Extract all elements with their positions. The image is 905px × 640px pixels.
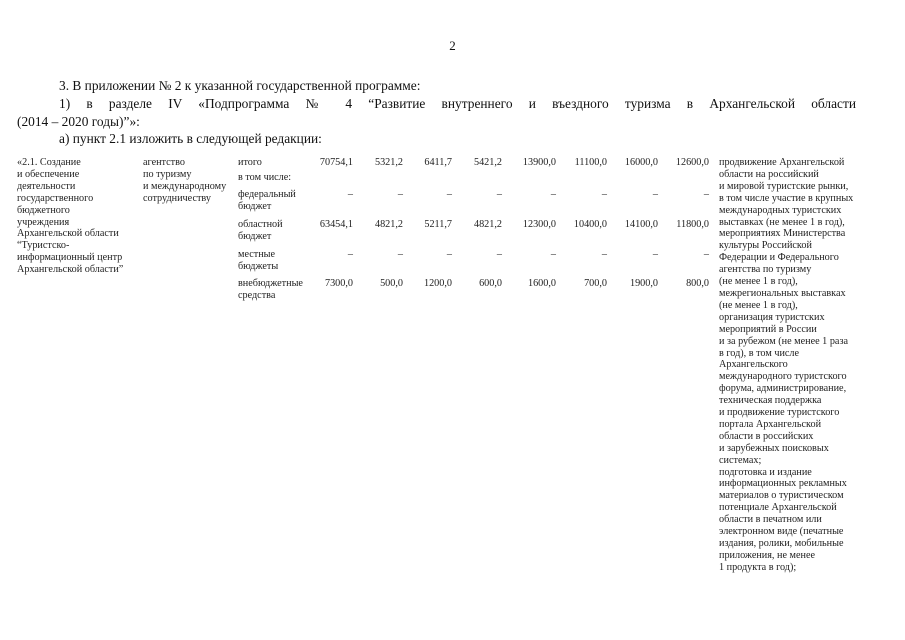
source-line: федеральный <box>238 189 296 200</box>
value-cell: 4821,2 <box>473 219 502 230</box>
executor-line: агентство <box>143 157 185 168</box>
paragraph-item: а) пункт 2.1 изложить в следующей редакции: <box>59 131 322 146</box>
description-line: Федерации и Федерального <box>719 252 839 264</box>
description-line: (не менее 1 в год), <box>719 276 798 288</box>
description-line: издания, ролики, мобильные <box>719 538 844 549</box>
value-cell: – <box>397 189 403 200</box>
source-line: внебюджетные <box>238 278 303 289</box>
value-cell: – <box>550 249 556 260</box>
executor-line: по туризму <box>143 168 192 180</box>
item-name-line: бюджетного <box>17 204 70 216</box>
value-cell: – <box>496 189 502 200</box>
source-line: местные <box>238 249 276 260</box>
value-cell: – <box>703 249 709 260</box>
description-line: Архангельского <box>719 359 788 371</box>
description-line: мероприятиях Министерства <box>719 228 846 240</box>
value-cell: 11800,0 <box>676 219 709 230</box>
value-cell: 5321,2 <box>374 157 403 168</box>
source-line: бюджеты <box>238 260 279 272</box>
item-name-line: информационный центр <box>17 252 123 264</box>
value-cell: 1200,0 <box>423 278 452 289</box>
value-cell: 7300,0 <box>324 278 353 289</box>
value-cell: 500,0 <box>380 278 403 289</box>
item-name-line: «2.1. Создание <box>17 157 81 168</box>
description-line: международных туристских <box>719 204 842 216</box>
description-line: области на российский <box>719 168 819 180</box>
item-name-line: государственного <box>17 192 94 204</box>
description-line: материалов о туристическом <box>719 490 844 502</box>
description-line: в том числе участие в крупных <box>719 192 854 204</box>
table-executor <box>143 157 226 205</box>
value-cell: – <box>446 249 452 260</box>
value-cell: – <box>347 249 353 260</box>
description-line: форума, администрирование, <box>719 383 847 395</box>
value-cell: 4821,2 <box>374 219 403 230</box>
value-cell: 12600,0 <box>675 157 709 168</box>
value-cell: – <box>496 249 502 260</box>
description-line: портала Архангельской <box>719 418 822 430</box>
funding-source-total <box>238 157 262 169</box>
description-line: информационных рекламных <box>719 478 847 490</box>
funding-source-local <box>238 249 278 273</box>
item-name-line: деятельности <box>17 180 76 192</box>
description-line: электронном виде (печатные <box>719 526 844 538</box>
value-cell: 10400,0 <box>573 219 607 230</box>
value-cell: 5421,2 <box>473 157 502 168</box>
value-cell: – <box>550 189 556 200</box>
executor-line: сотрудничеству <box>143 192 211 204</box>
value-cell: 1900,0 <box>629 278 658 289</box>
page-number: 2 <box>449 38 456 53</box>
item-name-line: “Туристско- <box>17 240 70 252</box>
value-cell: 70754,1 <box>319 157 353 168</box>
value-cell: – <box>397 249 403 260</box>
description-line: продвижение Архангельской <box>719 157 845 168</box>
value-cell: 800,0 <box>686 278 709 289</box>
item-name-line: учреждения <box>17 216 70 228</box>
table-item-name <box>17 157 123 276</box>
value-cell: 700,0 <box>584 278 607 289</box>
value-cell: – <box>601 249 607 260</box>
description-line: потенциале Архангельской <box>719 502 837 514</box>
funding-source-extrabudgetary <box>238 278 303 302</box>
executor-line: и международному <box>143 180 227 192</box>
description-line: межрегиональных выставках <box>719 287 846 299</box>
description-line: приложения, не менее <box>719 549 816 561</box>
value-cell: – <box>446 189 452 200</box>
description-line: системах; <box>719 454 762 466</box>
description-line: области в печатном или <box>719 514 822 526</box>
item-name-line: и обеспечение <box>17 168 80 180</box>
description-line: выставках (не менее 1 в год), <box>719 216 845 228</box>
value-cell: 6411,7 <box>424 157 452 168</box>
description-line: и продвижение туристского <box>719 407 840 419</box>
value-cell: 11100,0 <box>574 157 607 168</box>
description-line: мероприятий в России <box>719 323 817 335</box>
funding-source-federal <box>238 189 296 213</box>
value-cell: 14100,0 <box>624 219 658 230</box>
value-cell: – <box>652 249 658 260</box>
description-line: и за рубежом (не менее 1 раза <box>719 335 848 347</box>
source-line: бюджет <box>238 200 272 212</box>
paragraph-section-line2: (2014 – 2020 годы)”»: <box>17 114 140 129</box>
description-line: культуры Российской <box>719 240 812 252</box>
paragraph-section-line1: 1) в разделе IV «Подпрограмма № 4 “Развитие внутреннего и въездного туризма в Архангельской области <box>59 96 856 111</box>
funding-source-including <box>238 172 291 184</box>
source-line: бюджет <box>238 230 272 242</box>
source-line: областной <box>238 219 283 230</box>
source-line: в том числе: <box>238 172 292 183</box>
value-cell: 5211,7 <box>424 219 452 230</box>
description-line: агентства по туризму <box>719 264 812 276</box>
description-line: организация туристских <box>719 311 825 323</box>
description-line: подготовка и издание <box>719 466 812 478</box>
value-cell: 13900,0 <box>522 157 556 168</box>
description-line: 1 продукта в год); <box>719 561 797 573</box>
value-cell: 16000,0 <box>624 157 658 168</box>
value-cell: 12300,0 <box>522 219 556 230</box>
description-line: в год), в том числе <box>719 347 800 359</box>
source-line: средства <box>238 289 276 301</box>
value-cell: – <box>703 189 709 200</box>
value-cell: 1600,0 <box>527 278 556 289</box>
description-line: международного туристского <box>719 371 847 383</box>
value-cell: – <box>601 189 607 200</box>
item-name-line: Архангельской области <box>17 228 119 240</box>
paragraph-amendment: 3. В приложении № 2 к указанной государственной программе: <box>59 78 421 93</box>
funding-source-regional <box>238 219 283 243</box>
value-cell: 63454,1 <box>319 219 353 230</box>
description-line: и мировой туристские рынки, <box>719 180 849 192</box>
description-line: области в российских <box>719 430 814 442</box>
source-line: итого <box>238 157 262 168</box>
table-description <box>719 157 853 574</box>
description-line: техническая поддержка <box>719 395 822 407</box>
description-line: (не менее 1 в год), <box>719 299 798 311</box>
value-cell: – <box>347 189 353 200</box>
item-name-line: Архангельской области” <box>17 264 124 276</box>
value-cell: 600,0 <box>479 278 502 289</box>
value-cell: – <box>652 189 658 200</box>
description-line: и зарубежных поисковых <box>719 442 829 454</box>
